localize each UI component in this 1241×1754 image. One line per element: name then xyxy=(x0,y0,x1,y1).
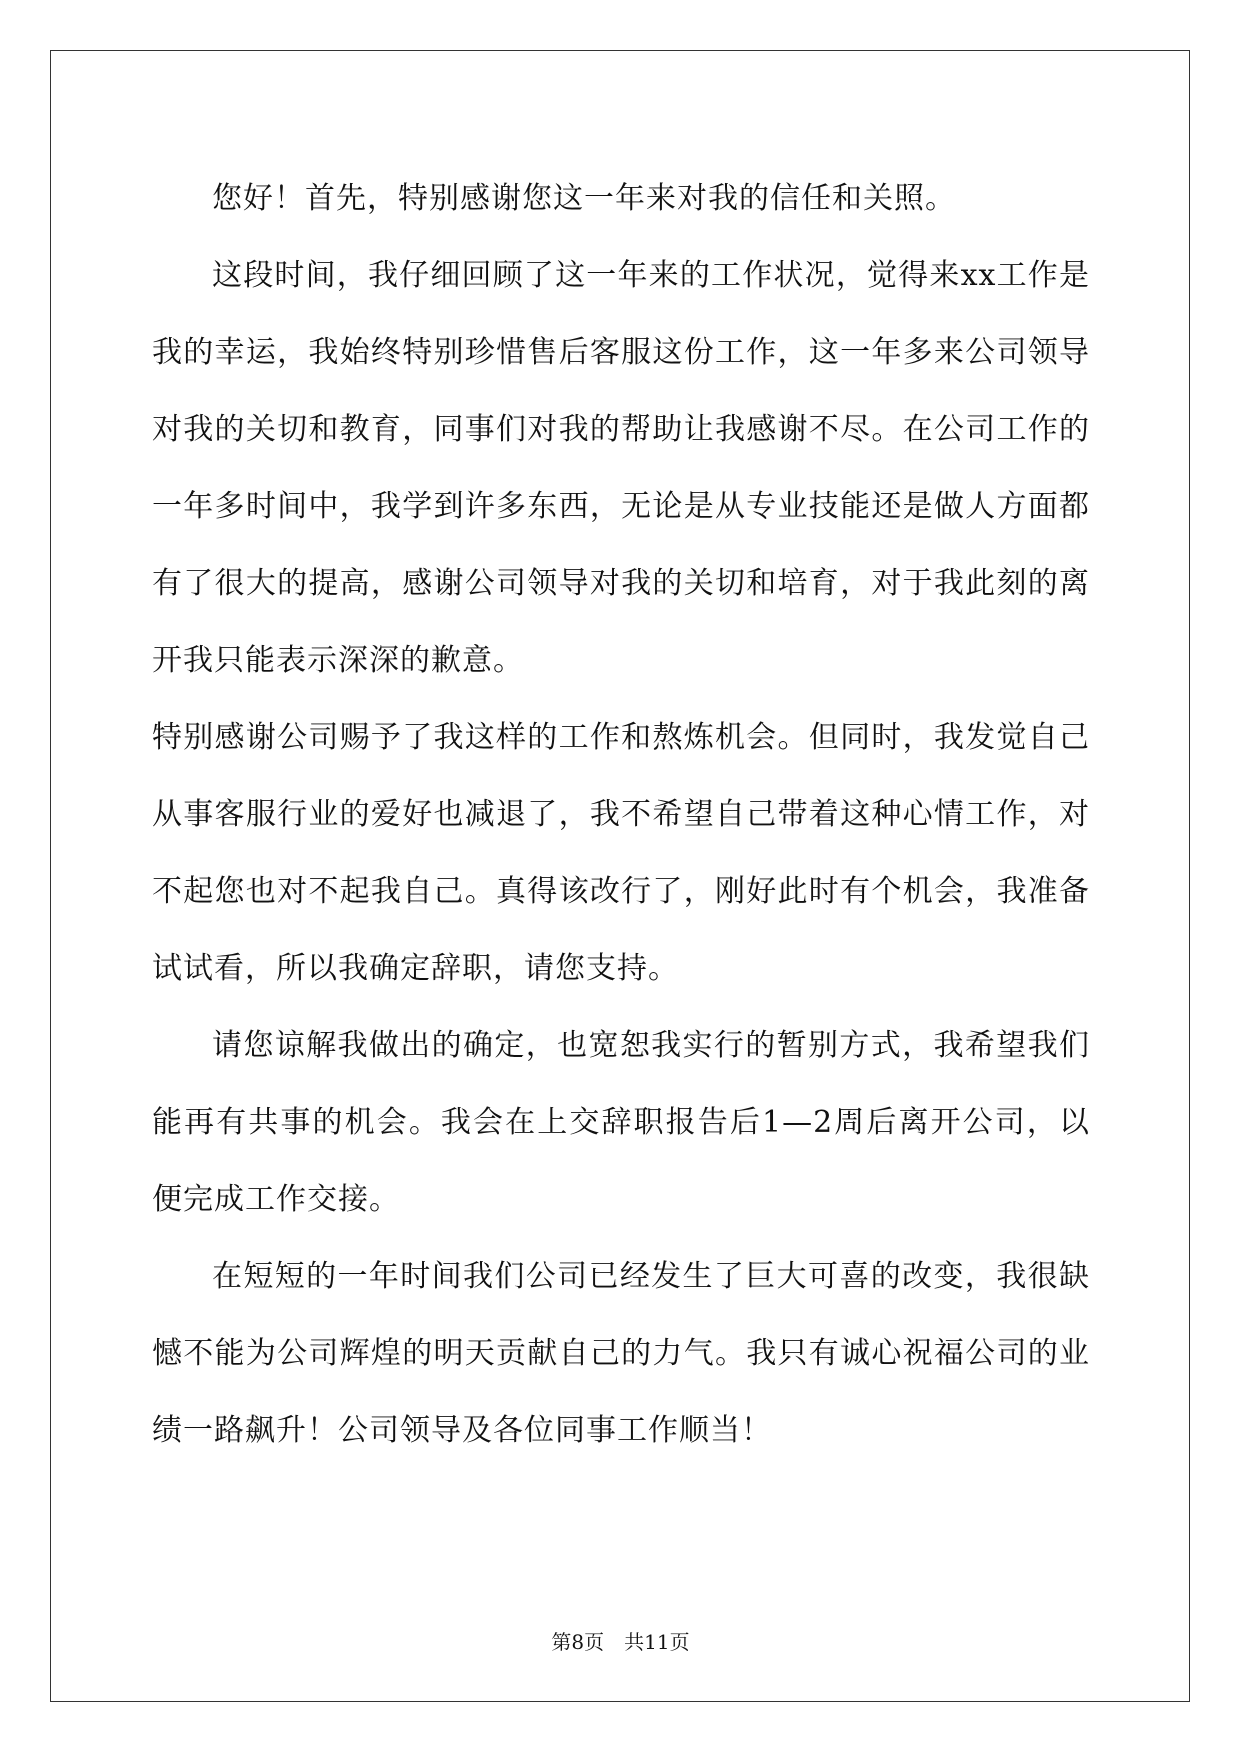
paragraph-blessing: 在短短的一年时间我们公司已经发生了巨大可喜的改变，我很缺憾不能为公司辉煌的明天贡献自己的力气。我只有诚心祝福公司的业绩一路飙升！公司领导及各位同事工作顺当！ xyxy=(152,1259,1090,1448)
letter-body xyxy=(152,160,1090,1469)
page-number-footer: 第8页 共11页 xyxy=(551,1630,690,1654)
paragraph-greeting: 您好！首先，特别感谢您这一年来对我的信任和关照。 xyxy=(212,181,956,216)
paragraph-reflection: 这段时间，我仔细回顾了这一年来的工作状况，觉得来xx工作是我的幸运，我始终特别珍惜售后客服这份工作，这一年多来公司领导对我的关切和教育，同事们对我的帮助让我感谢不尽。在公司工作的一年多时间中，我学到许多东西，无论是从专业技能还是做人方面都有了很大的提高，感谢公司领导对我的关切和培育，对于我此刻的离开我只能表示深深的歉意。 xyxy=(152,258,1090,678)
paragraph-reason: 特别感谢公司赐予了我这样的工作和熬炼机会。但同时，我发觉自己从事客服行业的爱好也减退了，我不希望自己带着这种心情工作，对不起您也对不起我自己。真得该改行了，刚好此时有个机会，我准备试试看，所以我确定辞职，请您支持。 xyxy=(152,720,1090,986)
paragraph-request: 请您谅解我做出的确定，也宽恕我实行的暂别方式，我希望我们能再有共事的机会。我会在上交辞职报告后1—2周后离开公司，以便完成工作交接。 xyxy=(152,1028,1090,1217)
